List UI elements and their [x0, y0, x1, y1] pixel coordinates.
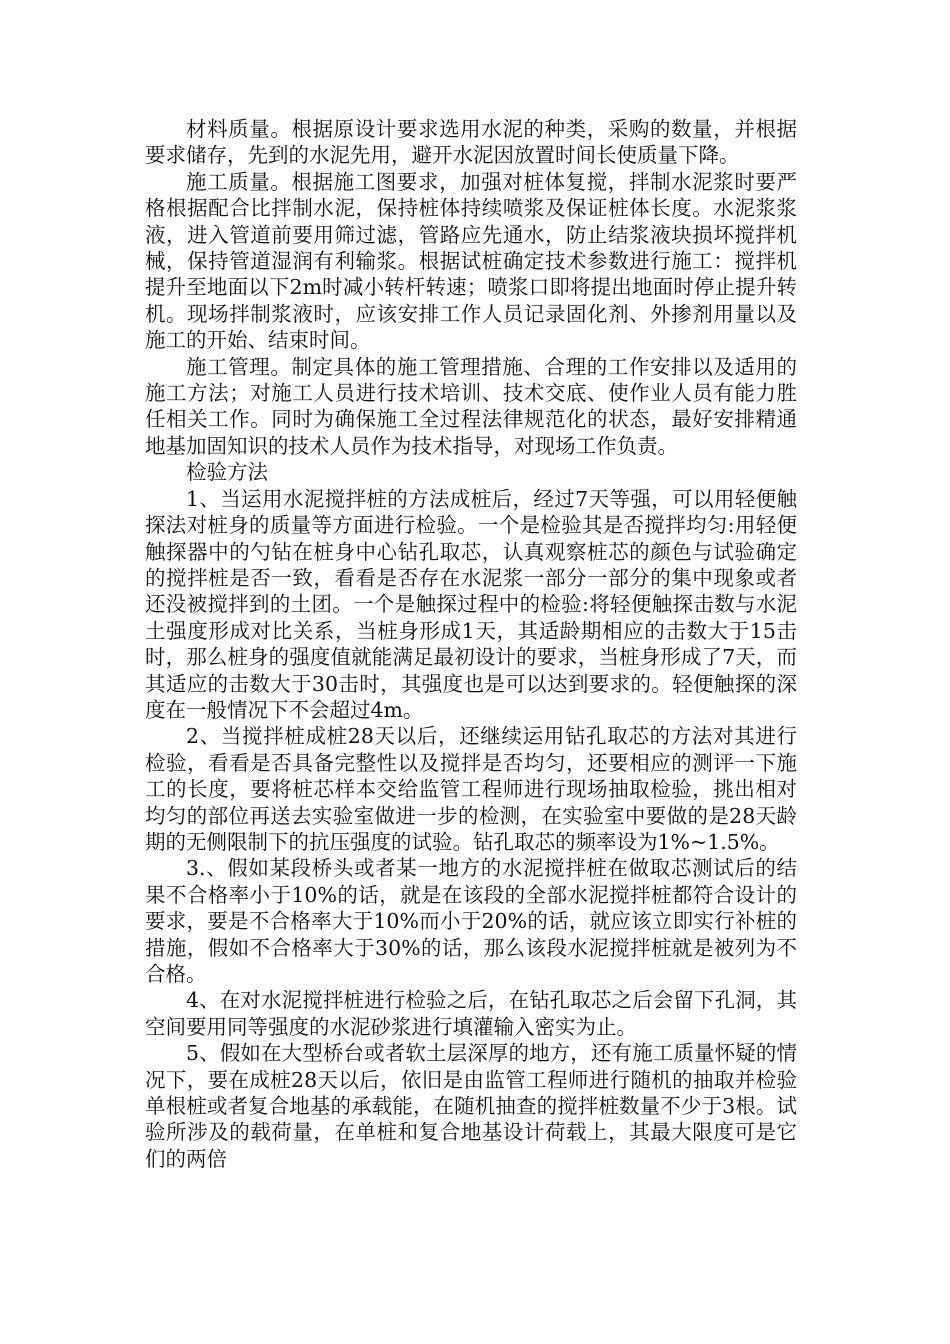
paragraph-inspection-item-5: 5、假如在大型桥台或者软土层深厚的地方，还有施工质量怀疑的情况下，要在成桩28天以后，依旧是由监管工程师进行随机的抽取并检验单根桩或者复合地基的承载能，在随机抽查的搅拌桩数量不少于3根。试验所涉及的载荷量，在单桩和复合地基设计荷载上，其最大限度可是它们的两倍: [145, 1041, 797, 1171]
paragraph-construction-quality: 施工质量。根据施工图要求，加强对桩体复搅，拌制水泥浆时要严格根据配合比拌制水泥，保持桩体持续喷浆及保证桩体长度。水泥浆浆液，进入管道前要用筛过滤，管路应先通水，防止结浆液块损坏搅拌机械，保持管道湿润有利输浆。根据试桩确定技术参数进行施工：搅拌机提升至地面以下2m时减小转杆转速；喷浆口即将提出地面时停止提升转机。现场拌制浆液时，应该安排工作人员记录固化剂、外掺剂用量以及施工的开始、结束时间。: [145, 169, 797, 353]
paragraph-inspection-item-2: 2、当搅拌桩成桩28天以后，还继续运用钻孔取芯的方法对其进行检验，看看是否具备完整性以及搅拌是否均匀，还要相应的测评一下施工的长度，要将桩芯样本交给监管工程师进行现场抽取检验，挑出相对均匀的部位再送去实验室做进一步的检测，在实验室中要做的是28天龄期的无侧限制下的抗压强度的试验。钻孔取芯的频率设为1%~1.5%。: [145, 724, 797, 854]
document-page: [145, 116, 797, 1172]
paragraph-material-quality: 材料质量。根据原设计要求选用水泥的种类，采购的数量，并根据要求储存，先到的水泥先用，避开水泥因放置时间长使质量下降。: [145, 117, 797, 168]
paragraph-inspection-item-1: 1、当运用水泥搅拌桩的方法成桩后，经过7天等强，可以用轻便触探法对桩身的质量等方面进行检验。一个是检验其是否搅拌均匀:用轻便触探器中的勺钻在桩身中心钻孔取芯，认真观察桩芯的颜色与试验确定的搅拌桩是否一致，看看是否存在水泥浆一部分一部分的集中现象或者还没被搅拌到的土团。一个是触探过程中的检验:将轻便触探击数与水泥土强度形成对比关系，当桩身形成1天，其适龄期相应的击数大于15击时，那么桩身的强度值就能满足最初设计的要求，当桩身形成了7天，而其适应的击数大于30击时，其强度也是可以达到要求的。轻便触探的深度在一般情况下不会超过4m。: [145, 486, 797, 722]
paragraph-inspection-item-3: 3.、假如某段桥头或者某一地方的水泥搅拌桩在做取芯测试后的结果不合格率小于10%的话，就是在该段的全部水泥搅拌桩都符合设计的要求，要是不合格率大于10%而小于20%的话，就应该立即实行补桩的措施，假如不合格率大于30%的话，那么该段水泥搅拌桩就是被列为不合格。: [145, 856, 797, 986]
section-heading-inspection-methods: 检验方法: [186, 460, 268, 485]
paragraph-inspection-item-4: 4、在对水泥搅拌桩进行检验之后，在钻孔取芯之后会留下孔洞，其空间要用同等强度的水泥砂浆进行填灌输入密实为止。: [145, 988, 797, 1039]
paragraph-construction-management: 施工管理。制定具体的施工管理措施、合理的工作安排以及适用的施工方法；对施工人员进行技术培训、技术交底、使作业人员有能力胜任相关工作。同时为确保施工全过程法律规范化的状态，最好安排精通地基加固知识的技术人员作为技术指导，对现场工作负责。: [145, 354, 797, 458]
